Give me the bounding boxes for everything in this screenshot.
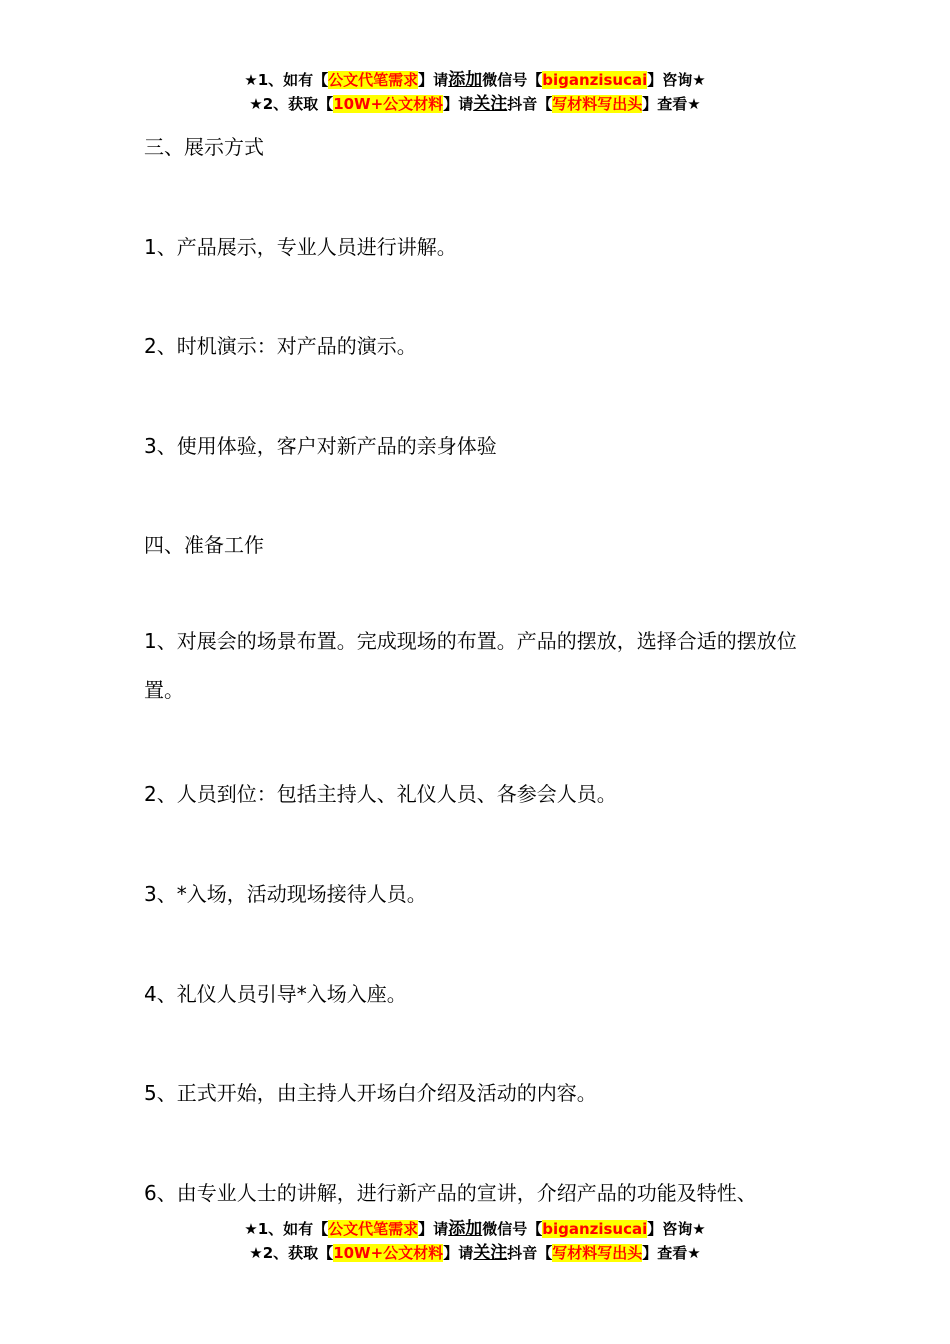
section-4-title: 四、准备工作	[144, 533, 264, 557]
banner-text: 】请	[418, 1220, 449, 1238]
banner-text: 微信号【	[482, 1220, 543, 1238]
douyin-id: 写材料写出头	[552, 1244, 643, 1262]
banner-text: 】请	[443, 95, 474, 113]
section-3-title: 三、展示方式	[144, 135, 264, 159]
section-4-item-4: 4、礼仪人员引导*入场入座。	[144, 982, 407, 1006]
highlight-text: 10W+公文材料	[333, 1244, 444, 1262]
underlined-text: 添加	[448, 1219, 483, 1239]
section-4-item-5: 5、正式开始，由主持人开场白介绍及活动的内容。	[144, 1081, 597, 1105]
section-3-item-1: 1、产品展示，专业人员进行讲解。	[144, 235, 457, 259]
section-3-item-2: 2、时机演示：对产品的演示。	[144, 334, 417, 358]
highlight-text: 公文代笔需求	[328, 1220, 419, 1238]
wechat-id: biganzisucai	[542, 1220, 648, 1238]
underlined-text: 关注	[473, 94, 508, 114]
banner-line-1	[0, 68, 950, 92]
wechat-id: biganzisucai	[542, 71, 648, 89]
section-4-item-3: 3、*入场，活动现场接待人员。	[144, 882, 427, 906]
highlight-text: 公文代笔需求	[328, 71, 419, 89]
star-icon: ★	[249, 1244, 263, 1262]
banner-text: 2、获取【	[262, 1244, 334, 1262]
banner-text: 1、如有【	[257, 1220, 329, 1238]
star-icon: ★	[244, 71, 258, 89]
underlined-text: 关注	[473, 1243, 508, 1263]
banner-text: 】请	[418, 71, 449, 89]
banner-text: 1、如有【	[257, 71, 329, 89]
star-icon: ★	[249, 95, 263, 113]
banner-line-2	[0, 1241, 950, 1265]
banner-text: 】查看★	[642, 95, 701, 113]
banner-text: 抖音【	[507, 95, 553, 113]
banner-text: 2、获取【	[262, 95, 334, 113]
banner-text: 抖音【	[507, 1244, 553, 1262]
banner-text: 】查看★	[642, 1244, 701, 1262]
highlight-text: 10W+公文材料	[333, 95, 444, 113]
banner-line-2	[0, 92, 950, 116]
banner-text: 】咨询★	[647, 1220, 706, 1238]
star-icon: ★	[244, 1220, 258, 1238]
banner-text: 】请	[443, 1244, 474, 1262]
section-3-item-3: 3、使用体验，客户对新产品的亲身体验	[144, 434, 497, 458]
underlined-text: 添加	[448, 70, 483, 90]
banner-line-1	[0, 1217, 950, 1241]
banner-text: 】咨询★	[647, 71, 706, 89]
section-4-item-6: 6、由专业人士的讲解，进行新产品的宣讲，介绍产品的功能及特性、	[144, 1181, 757, 1205]
section-4-item-1: 1、对展会的场景布置。完成现场的布置。产品的摆放，选择合适的摆放位置。	[144, 629, 797, 702]
douyin-id: 写材料写出头	[552, 95, 643, 113]
footer-banner	[0, 1217, 950, 1265]
header-banner	[0, 68, 950, 116]
section-4-item-2: 2、人员到位：包括主持人、礼仪人员、各参会人员。	[144, 782, 617, 806]
banner-text: 微信号【	[482, 71, 543, 89]
